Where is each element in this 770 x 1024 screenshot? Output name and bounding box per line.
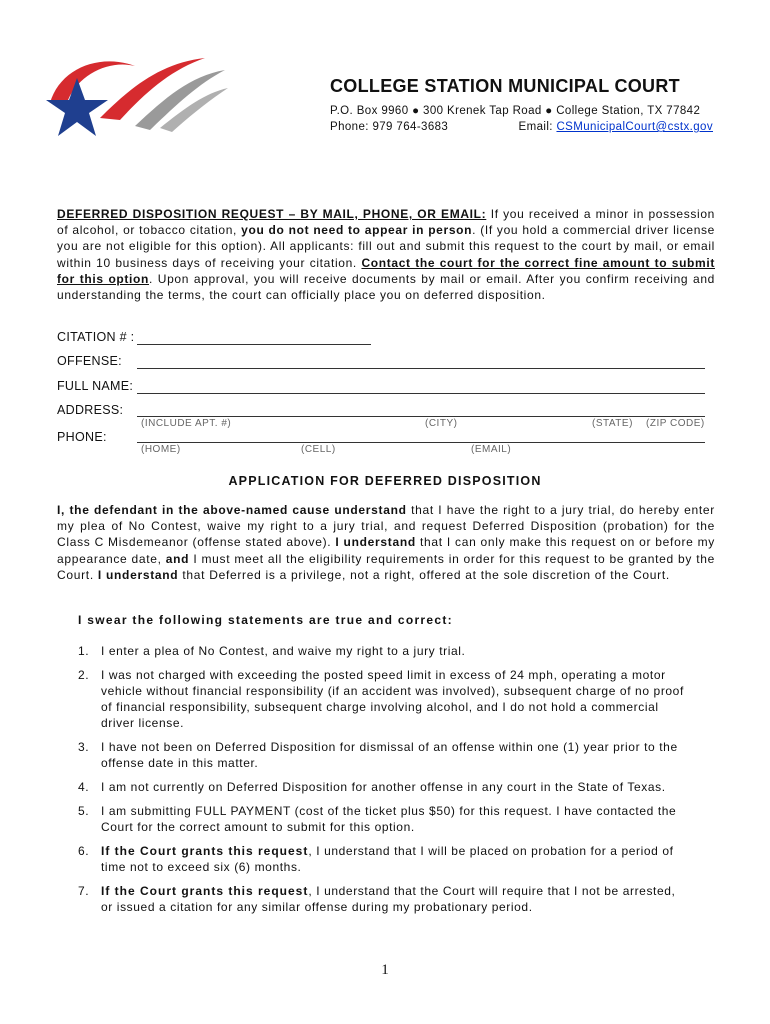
full-name-label: FULL NAME: [57, 379, 134, 393]
swear-statement: I swear the following statements are true and correct: [78, 613, 453, 627]
item-text: I am submitting FULL PAYMENT (cost of the ticket plus $50) for this request. I have contacted the Court for the correct amount to submit for this option. [101, 804, 677, 834]
item-rest: , I understand that I will be placed on probation for a period of time not to exceed six (6) months. [101, 844, 674, 874]
offense-row [57, 354, 122, 368]
address-apt-hint: (INCLUDE APT. #) [141, 418, 232, 429]
list-item [78, 843, 688, 875]
item-number: 7. [78, 884, 90, 898]
address-label: ADDRESS: [57, 403, 124, 417]
address-city-hint: (CITY) [425, 418, 458, 429]
full-name-row [57, 379, 133, 393]
list-item [78, 739, 688, 771]
email-line [519, 119, 713, 135]
intro-text-1: If you received a minor in possession of alcohol, or tobacco citation, [57, 207, 715, 238]
item-text [101, 843, 688, 875]
phone-row [57, 430, 107, 444]
phone-home-hint: (HOME) [141, 444, 181, 455]
court-phone: Phone: 979 764-3683 [330, 121, 449, 133]
item-number: 4. [78, 780, 90, 794]
logo-swoosh-star-icon [40, 48, 230, 148]
list-item [78, 779, 688, 795]
list-item [78, 643, 688, 659]
app-bold-3: and [165, 551, 190, 566]
item-bold: If the Court grants this request [101, 884, 309, 898]
email-label: Email: [518, 121, 557, 133]
citation-input-line[interactable] [137, 344, 371, 345]
offense-input-line[interactable] [137, 368, 705, 369]
court-title: COLLEGE STATION MUNICIPAL COURT [330, 76, 680, 96]
item-number: 1. [78, 644, 90, 658]
citation-label: CITATION # : [57, 330, 135, 344]
app-text-2: that I can only make this request on or before my appearance date, [57, 535, 716, 566]
application-title: APPLICATION FOR DEFERRED DISPOSITION [228, 474, 542, 488]
intro-bold-2: Contact the court for the correct fine amount to submit for this option [57, 255, 715, 286]
app-bold-2: I understand [335, 535, 416, 550]
email-link[interactable]: CSMunicipalCourt@cstx.gov [556, 121, 713, 133]
court-address: P.O. Box 9960 ● 300 Krenek Tap Road ● College Station, TX 77842 [330, 105, 701, 117]
item-number: 3. [78, 740, 90, 754]
list-item [78, 803, 688, 835]
phone-cell-hint: (CELL) [301, 444, 336, 455]
address-zip-hint: (ZIP CODE) [646, 418, 705, 429]
page-number: 1 [381, 962, 389, 978]
list-item [78, 667, 688, 731]
item-text: I have not been on Deferred Disposition for dismissal of an offense within one (1) year prior to the offense date in this matter. [101, 740, 678, 770]
item-rest: , I understand that the Court will require that I not be arrested, or issued a citation for any similar offense during my probationary period. [101, 884, 676, 914]
app-bold-4: I understand [97, 567, 179, 582]
offense-label: OFFENSE: [57, 354, 122, 368]
item-number: 2. [78, 668, 90, 682]
app-text-4: that Deferred is a privilege, not a right, offered at the sole discretion of the Court. [178, 567, 670, 582]
app-text-3: I must meet all the eligibility requirements in order for this request to be granted by the Court. [57, 551, 715, 582]
phone-email-hint: (EMAIL) [471, 444, 512, 455]
intro-heading: DEFERRED DISPOSITION REQUEST – BY MAIL, PHONE, OR EMAIL: [57, 207, 487, 221]
item-number: 6. [78, 844, 90, 858]
contact-row [330, 119, 713, 135]
intro-bold-1: you do not need to appear in person [241, 223, 473, 238]
address-row [57, 403, 123, 417]
court-logo [40, 48, 230, 148]
item-text: I was not charged with exceeding the posted speed limit in excess of 24 mph, operating a motor vehicle without financial responsibility (if an accident was involved), subsequent charge of no proof of financial responsibility, subsequent charge involving alcohol, and I do not hold a commercial driver license. [101, 668, 684, 730]
court-header [330, 76, 720, 135]
phone-label: PHONE: [57, 430, 107, 444]
item-text: I enter a plea of No Contest, and waive my right to a jury trial. [101, 644, 466, 658]
item-text: I am not currently on Deferred Disposition for another offense in any court in the State of Texas. [101, 780, 666, 794]
item-bold: If the Court grants this request [101, 844, 309, 858]
full-name-input-line[interactable] [137, 393, 705, 394]
application-paragraph [57, 502, 715, 583]
app-text-1: that I have the right to a jury trial, do hereby enter my plea of No Contest, waive my right to a jury trial, and request Deferred Disposition (probation) for the Class C Misdemeanor (offense stated above). [57, 503, 716, 550]
item-text [101, 883, 688, 915]
phone-input-line[interactable] [137, 442, 705, 443]
app-bold-1: I, the defendant in the above-named cause understand [57, 503, 407, 517]
citation-row [57, 330, 134, 344]
intro-paragraph [57, 206, 715, 303]
item-number: 5. [78, 804, 90, 818]
statement-list [78, 643, 688, 923]
address-state-hint: (STATE) [592, 418, 633, 429]
intro-text-3: . Upon approval, you will receive documents by mail or email. After you confirm receiving and understanding the terms, the court can officially place you on deferred disposition. [57, 271, 715, 303]
address-input-line[interactable] [137, 416, 705, 417]
intro-text-2: . (If you hold a commercial driver license you are not eligible for this option). All applicants: fill out and submit this request to the court by mail, or email within 10 business days of receiving your citation. [57, 223, 716, 270]
list-item [78, 883, 688, 915]
